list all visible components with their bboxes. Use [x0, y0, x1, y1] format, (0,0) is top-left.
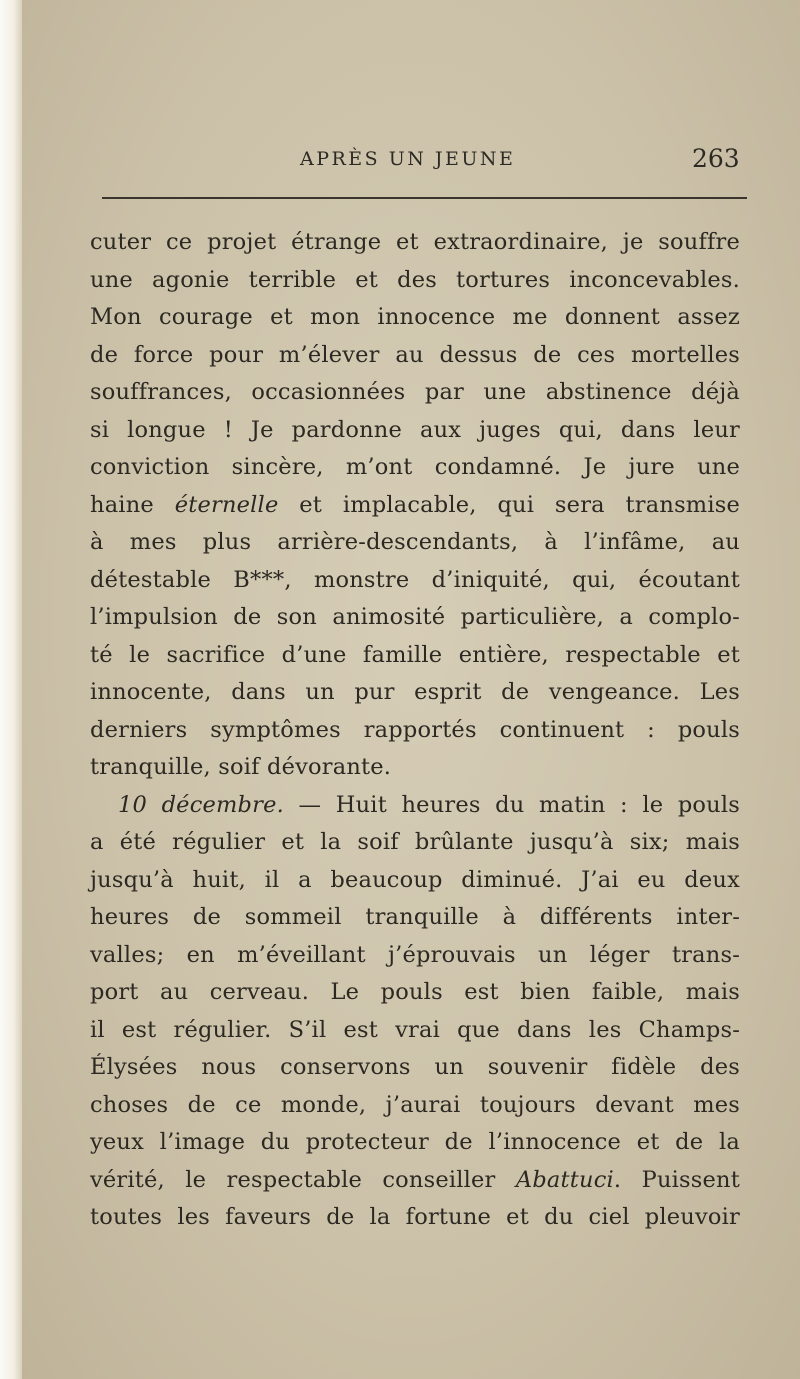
- text-line: vérité, le respectable conseiller Abattuci. Puissent: [90, 1166, 740, 1193]
- italic-name: Abattuci: [515, 1166, 614, 1193]
- running-head: [22, 144, 800, 178]
- text-line: détestable B***, monstre d’iniquité, qui, écoutant: [90, 566, 740, 593]
- running-title: APRÈS UN JEUNE: [300, 148, 516, 170]
- text-line: une agonie terrible et des tortures inconcevables.: [90, 266, 740, 293]
- page-number: 263: [692, 144, 740, 173]
- text-line: innocente, dans un pur esprit de vengeance. Les: [90, 679, 740, 705]
- text-line: yeux l’image du protecteur de l’innocence et de la: [90, 1129, 740, 1155]
- text-line: port au cerveau. Le pouls est bien faible, mais: [90, 979, 740, 1005]
- text-line: choses de ce monde, j’aurai toujours devant mes: [90, 1091, 740, 1118]
- text-line: toutes les faveurs de la fortune et du ciel pleuvoir: [90, 1204, 740, 1230]
- text-line: 10 décembre. — Huit heures du matin : le pouls: [118, 791, 740, 818]
- text-line: tranquille, soif dévorante.: [90, 754, 392, 780]
- text-line: jusqu’à huit, il a beaucoup diminué. J’ai eu deux: [90, 866, 740, 893]
- text-line: conviction sincère, m’ont condamné. Je jure une: [90, 454, 740, 480]
- date-heading: 10 décembre.: [118, 791, 284, 818]
- header-rule: [102, 197, 747, 199]
- text-line: heures de sommeil tranquille à différents inter-: [90, 904, 740, 930]
- body-text: [90, 224, 740, 1237]
- text-line: si longue ! Je pardonne aux juges qui, dans leur: [90, 416, 740, 443]
- text-line: de force pour m’élever au dessus de ces mortelles: [90, 341, 740, 368]
- text-line: haine éternelle et implacable, qui sera transmise: [90, 491, 741, 518]
- text-line: valles; en m’éveillant j’éprouvais un léger trans-: [90, 941, 740, 968]
- text-line: Mon courage et mon innocence me donnent assez: [90, 304, 740, 330]
- text-line: l’impulsion de son animosité particulière, a complo-: [90, 604, 740, 630]
- text-line: il est régulier. S’il est vrai que dans les Champs-: [90, 1016, 740, 1043]
- text-line: té le sacrifice d’une famille entière, respectable et: [90, 641, 740, 668]
- text-line: derniers symptômes rapportés continuent : pouls: [90, 716, 740, 743]
- text-line: souffrances, occasionnées par une abstinence déjà: [90, 379, 740, 405]
- text-line: Élysées nous conservons un souvenir fidèle des: [90, 1054, 740, 1080]
- page-gutter: [0, 0, 22, 1379]
- text-line: cuter ce projet étrange et extraordinaire, je souffre: [90, 229, 740, 255]
- text-line: a été régulier et la soif brûlante jusqu’à six; mais: [90, 829, 740, 855]
- book-page: [22, 0, 800, 1379]
- italic-word: éternelle: [174, 491, 279, 518]
- text-line: à mes plus arrière-descendants, à l’infâme, au: [90, 529, 740, 555]
